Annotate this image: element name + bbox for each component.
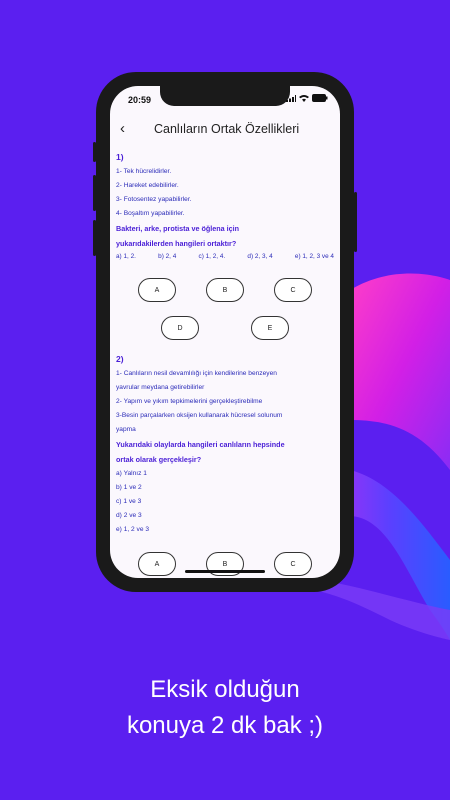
back-arrow-icon[interactable]: ‹ [120, 120, 125, 137]
option-text: b) 2, 4 [158, 253, 177, 260]
caption-line: Eksik olduğun [150, 676, 300, 703]
answer-button-b[interactable]: B [206, 552, 244, 576]
answer-button-a[interactable]: A [138, 278, 176, 302]
question-2-number: 2) [116, 354, 124, 364]
question-1-item: 2- Hareket edebilirler. [116, 182, 179, 189]
phone-volume-up [93, 175, 96, 211]
question-2-item: 3-Besin parçalarken oksijen kullanarak hücresel solunum [116, 412, 283, 419]
option-text: d) 2, 3, 4 [247, 253, 273, 260]
answer-button-a[interactable]: A [138, 552, 176, 576]
question-2-option: a) Yalnız 1 [116, 470, 147, 477]
question-2-item: yavrular meydana getirebilirler [116, 384, 205, 391]
question-1-number: 1) [116, 152, 124, 162]
answer-button-c[interactable]: C [274, 552, 312, 576]
app-header [110, 120, 340, 142]
phone-side-button [93, 142, 96, 162]
home-indicator [185, 570, 265, 573]
option-text: a) 1, 2. [116, 253, 136, 260]
question-2-item: 1- Canlıların nesil devamlılığı için kendilerine benzeyen [116, 370, 277, 377]
question-1-item: 3- Fotosentez yapabilirler. [116, 196, 192, 203]
app-screen [110, 86, 340, 578]
phone-power-button [354, 192, 357, 252]
question-2-option: b) 1 ve 2 [116, 484, 142, 491]
question-2-option: c) 1 ve 3 [116, 498, 142, 505]
question-1-prompt: Bakteri, arke, protista ve öğlena için [116, 224, 240, 233]
question-2-prompt: Yukarıdaki olaylarda hangileri canlıların hepsinde [116, 440, 285, 449]
signal-icon [286, 95, 296, 102]
option-text: e) 1, 2, 3 ve 4 [294, 253, 334, 260]
caption-line: konuya 2 dk bak ;) [126, 712, 324, 739]
notch [160, 86, 290, 106]
question-1-options [116, 253, 334, 260]
answer-button-b[interactable]: B [206, 278, 244, 302]
wifi-icon [299, 94, 309, 102]
question-1-prompt: yukarıdakilerden hangileri ortaktır? [116, 239, 237, 248]
question-2-item: yapma [116, 426, 136, 433]
option-text: c) 1, 2, 4. [198, 253, 226, 260]
question-2-prompt: ortak olarak gerçekleşir? [116, 455, 202, 464]
question-1-item: 4- Boşaltım yapabilirler. [116, 210, 185, 217]
promo-caption [0, 672, 450, 744]
answer-button-e[interactable]: E [251, 316, 289, 340]
question-1-item: 1- Tek hücrelidirler. [116, 168, 172, 175]
question-2-option: d) 2 ve 3 [116, 512, 142, 519]
answer-button-d[interactable]: D [161, 316, 199, 340]
question-2-option: e) 1, 2 ve 3 [116, 526, 149, 533]
question-list [116, 150, 336, 260]
answer-button-c[interactable]: C [274, 278, 312, 302]
question-2-item: 2- Yapım ve yıkım tepkimelerini gerçekleştirebilme [116, 398, 263, 405]
page-title: Canlıların Ortak Özellikleri [154, 122, 300, 136]
question-2 [116, 352, 336, 537]
status-time: 20:59 [128, 95, 152, 105]
status-icons [286, 94, 328, 102]
phone-volume-down [93, 220, 96, 256]
battery-icon [312, 94, 328, 102]
